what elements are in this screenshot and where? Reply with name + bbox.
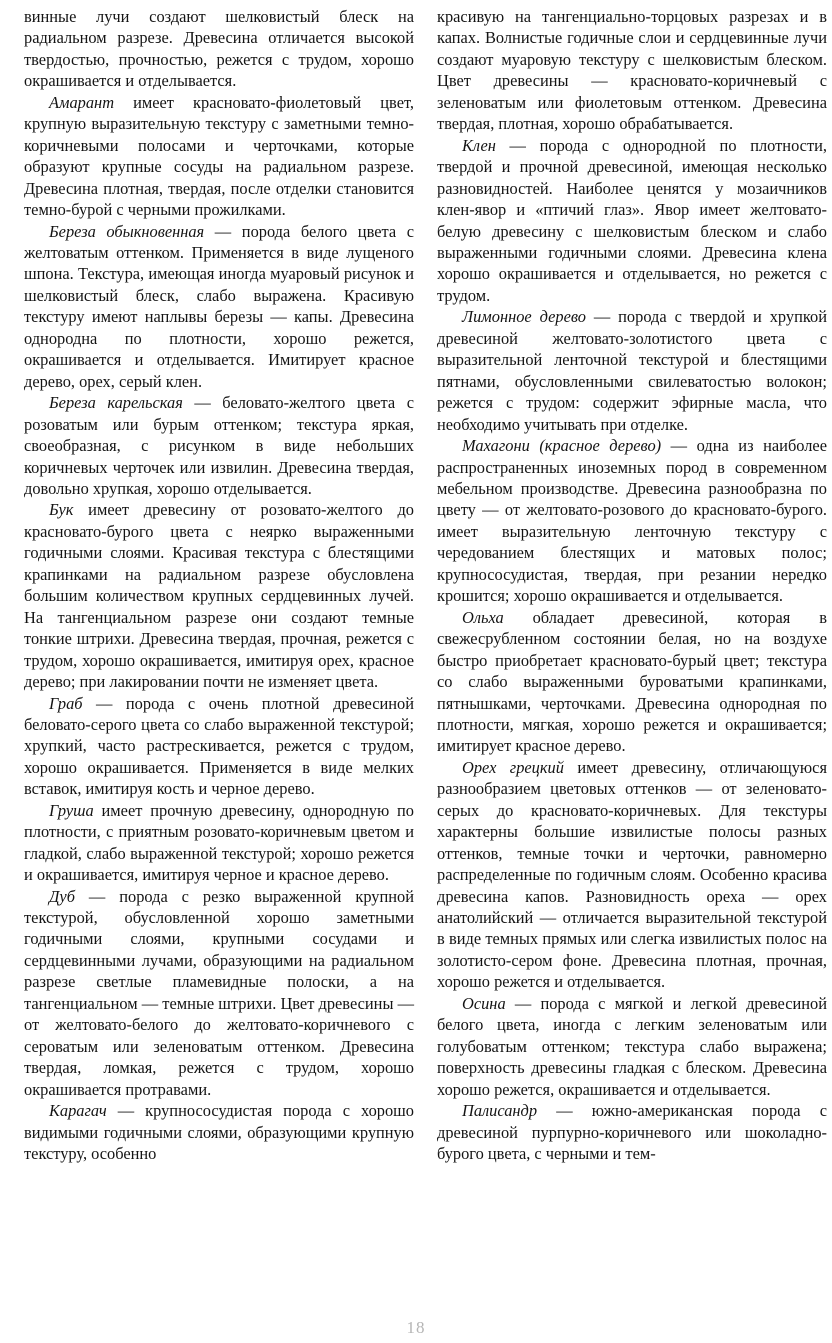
paragraph (437, 135, 827, 307)
page-number: 18 (406, 1318, 426, 1337)
paragraph (24, 92, 414, 221)
wood-species-term: Палисандр (462, 1101, 538, 1121)
wood-species-term: Амарант (49, 92, 115, 112)
paragraph (437, 757, 827, 993)
paragraph-text: — крупнососудистая порода с хорошо видимыми годичными слоями, образующими крупную текстуру, особенно (24, 1101, 414, 1164)
paragraph (437, 6, 827, 135)
paragraph (24, 499, 414, 692)
wood-species-term: Ольха (462, 607, 504, 627)
wood-species-term: Береза обыкновенная (49, 221, 205, 241)
paragraph (24, 800, 414, 886)
paragraph-text: имеет древесину, отличающуюся разнообразием цветовых оттенков — от зеленовато-серых до красновато-коричневых. Для текстуры характерны большие извилистые полосы разных оттенков, темные точки и черточки, равномерно распределенные по годичным слоям. Особенно красива древесина капов. Разновидность ореха — орех анатолийский — отличается выразительной текстурой в виде темных прямых или слегка извилистых полос на золотисто-сером фоне. Древесина плотная, прочная, хорошо режется и отделывается. (437, 757, 827, 992)
paragraph (24, 392, 414, 499)
paragraph (24, 693, 414, 800)
text-column-left (24, 6, 414, 1164)
wood-species-term: Бук (49, 500, 74, 520)
wood-species-term: Граб (49, 693, 83, 713)
paragraph-text: имеет красновато-фиолетовый цвет, крупную выразительную текстуру с заметными темно-коричневыми полосами и черточками, которые образуют крупные сосуды на радиальном разрезе. Древесина плотная, твердая, после отделки становится темно-бурой с черными прожилками. (24, 92, 414, 220)
paragraph (24, 1100, 414, 1164)
paragraph (437, 1100, 827, 1164)
wood-species-term: Груша (49, 800, 94, 820)
paragraph-text: — одна из наиболее распространенных иноземных пород в современном мебельном производстве. Древесина разнообразна по цвету — от желтовато-розового до красновато-бурого. имеет выразительную ленточную текстуру с чередованием блестящих и матовых полос; крупнососудистая, твердая, при резании нередко крошится; хорошо окрашивается и отделывается. (437, 436, 827, 606)
wood-species-term: Махагони (красное дерево) (462, 436, 662, 456)
wood-species-term: Орех грецкий (462, 757, 564, 777)
wood-species-term: Дуб (49, 886, 75, 906)
paragraph (437, 306, 827, 435)
wood-species-term: Лимонное дерево (462, 307, 586, 327)
paragraph (24, 6, 414, 92)
paragraph-text: — порода с мягкой и легкой древесиной белого цвета, иногда с легким зеленоватым или голубоватым оттенком; текстура слабо выражена; поверхность древесины гладкая с блеском. Древесина хорошо режется, окрашивается и отделывается. (437, 993, 827, 1099)
paragraph-text: имеет прочную древесину, однородную по плотности, с приятным розовато-коричневым цветом и гладкой, слабо выраженной текстурой; хорошо режется и окрашивается, имитируя черное и красное дерево. (24, 800, 414, 885)
wood-species-term: Осина (462, 993, 506, 1013)
paragraph-text: — порода с однородной по плотности, твердой и прочной древесиной, имеющая несколько разновидностей. Наиболее ценятся у мозаичников клен-явор и «птичий глаз». Явор имеет желтовато-белую древесину с шелковистым блеском и слабо выраженными годичными слоями. Древесина клена хорошо окрашивается и отделывается, но режется с трудом. (437, 135, 827, 305)
wood-species-term: Береза карельская (49, 393, 183, 413)
paragraph-text: — порода с твердой и хрупкой древесиной желтовато-золотистого цвета с выразительной ленточной текстурой и блестящими пятнами, обусловленными свилеватостью волокон; режется с трудом: содержит эфирные масла, что необходимо учитывать при отделке. (437, 307, 827, 434)
paragraph-text: — беловато-желтого цвета с розоватым или бурым оттенком; текстура яркая, своеобразная, с рисунком в виде небольших коричневых черточек или извилин. Древесина твердая, довольно хрупкая, хорошо отделывается. (24, 393, 414, 498)
paragraph-text: — порода с очень плотной древесиной беловато-серого цвета со слабо выраженной текстурой; хрупкий, часто растрескивается, режется с трудом, хорошо окрашивается. Применяется в виде мелких вставок, имитируя кость и черное дерево. (24, 693, 414, 799)
paragraph-text: красивую на тангенциально-торцовых разрезах и в капах. Волнистые годичные слои и сердцевинные лучи создают муаровую текстуру с шелковистым блеском. Цвет древесины — красновато-коричневый с зеленоватым или фиолетовым оттенком. Древесина твердая, плотная, хорошо обрабатывается. (437, 7, 827, 134)
paragraph-text: имеет древесину от розовато-желтого до красновато-бурого цвета с неярко выраженными годичными слоями. Красивая текстура с блестящими крапинками на радиальном разрезе обусловлена большим количеством крупных сердцевинных лучей. На тангенциальном разрезе они создают темные тонкие штрихи. Древесина твердая, прочная, режется с трудом, хорошо окрашивается, имитируя орех, красное дерево; при лакировании почти не изменяет цвета. (24, 500, 414, 692)
wood-species-term: Клен (462, 135, 496, 155)
paragraph (24, 221, 414, 393)
paragraph (437, 435, 827, 607)
paragraph-text: — порода с резко выраженной крупной текстурой, обусловленной хорошо заметными годичными слоями, крупными сосудами и сердцевинными лучами, образующими на радиальном разрезе светлые пламевидные полоски, а на тангенциальном — темные штрихи. Цвет древесины — от желтовато-белого до желтовато-коричневого с сероватым или зеленоватым оттенком. Древесина твердая, ломкая, режется с трудом, хорошо окрашивается протравами. (24, 886, 414, 1099)
paragraph-text: — южно-американская порода с древесиной пурпурно-коричневого или шоколадно-бурого цвета, с черными и тем- (437, 1101, 827, 1164)
wood-species-term: Карагач (49, 1101, 107, 1121)
paragraph-text: обладает древесиной, которая в свежесрубленном состоянии белая, но на воздухе быстро приобретает красновато-бурый цвет; текстура со слабо выраженными буроватыми крапинками, пятнышками, черточками. Древесина однородная по плотности, мягкая, хорошо режется и окрашивается; имитирует красное дерево. (437, 607, 827, 756)
paragraph (437, 993, 827, 1100)
paragraph (24, 886, 414, 1101)
paragraph-text: — порода белого цвета с желтоватым оттенком. Применяется в виде лущеного шпона. Текстура, имеющая иногда муаровый рисунок и шелковистый блеск, слабо выражена. Красивую текстуру имеют наплывы березы — капы. Древесина однородна по плотности, хорошо режется, окрашивается и отделывается. Имитирует красное дерево, орех, серый клен. (24, 221, 415, 391)
paragraph (437, 607, 827, 757)
text-column-right (437, 6, 827, 1164)
paragraph-text: винные лучи создают шелковистый блеск на радиальном разрезе. Древесина отличается высокой твердостью, прочностью, режется с трудом, хорошо окрашивается и отделывается. (24, 7, 414, 91)
